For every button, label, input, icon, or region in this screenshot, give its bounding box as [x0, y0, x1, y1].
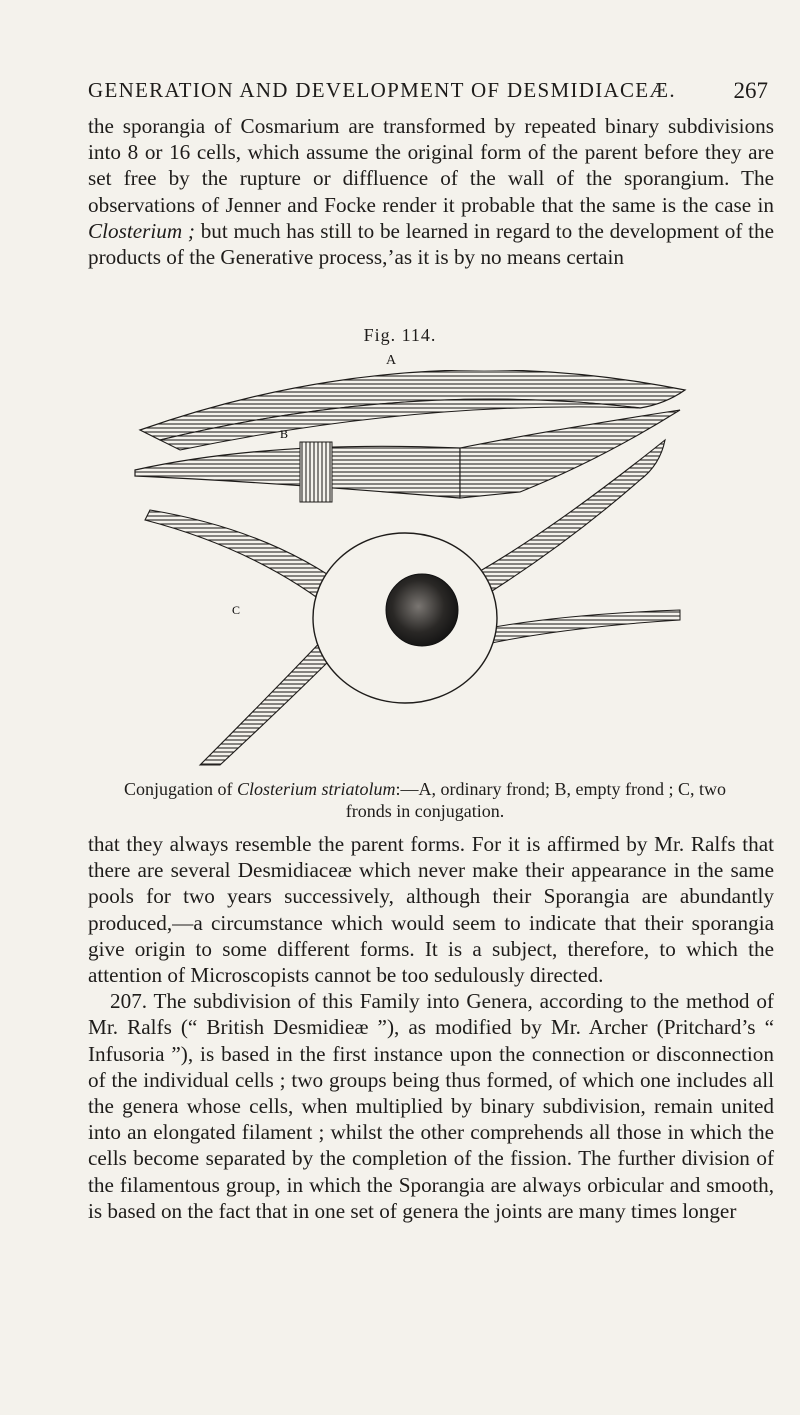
caption-rest: :—A, ordinary frond; B, empty frond ; C, two fronds in conjugation. — [345, 779, 726, 821]
paragraph-1: that they always resemble the parent forms. For it is affirmed by Mr. Ralfs that there are several Desmidiaceæ which never make their appearance in the same pools for two years successively, although their Sporangia are abundantly produced,—a circumstance which would seem to indicate that their sporangia give origin to some different forms. It is a subject, therefore, to which the attention of Microscopists cannot be too sedulously directed. — [88, 832, 774, 988]
top-paragraph — [88, 113, 774, 270]
figure-label: Fig. 114. — [363, 325, 437, 345]
caption-prefix: Conjugation of — [124, 779, 237, 799]
running-title: GENERATION AND DEVELOPMENT OF DESMIDIACEÆ. — [88, 78, 676, 102]
caption-species: Closterium striatolum — [237, 779, 396, 799]
closterium-figure — [120, 370, 700, 770]
top-paragraph-italic: Closterium ; — [88, 218, 195, 243]
figure-caption — [110, 778, 740, 822]
figure-label-c: C — [232, 603, 241, 617]
figure-label-a: A — [386, 353, 397, 368]
figure-label-b: B — [280, 427, 289, 441]
paragraph-207: 207. The subdivision of this Family into Genera, according to the method of Mr. Ralfs (“ British Desmidieæ ”), as modified by Mr. Archer (Pritchard’s “ Infusoria ”), is based in the first instance upon the connection or disconnection of the individual cells ; two groups being thus formed, of which one includes all the genera whose cells, when multiplied by binary subdivision, remain united into an elongated filament ; whilst the other comprehends all those in which the cells become separated by the completion of the fission. The further division of the filamentous group, in which the Sporangia are always orbicular and smooth, is based on the fact that in one set of genera the joints are many times longer — [88, 989, 774, 1223]
top-paragraph-text-2: but much has still to be learned in regard to the development of the products of the Generative process,’as it is by no means certain — [88, 218, 775, 270]
running-header — [88, 78, 768, 103]
top-paragraph-text-1: the sporangia of Cosmarium are transformed by repeated binary subdivisions into 8 or 16 cells, which assume the original form of the parent before they are set free by the rupture or diffluence of the wall of the sporangium. The observations of Jenner and Focke render it probable that the same is the case in — [88, 114, 774, 217]
page-number: 267 — [733, 78, 768, 103]
body-text — [88, 831, 774, 1224]
